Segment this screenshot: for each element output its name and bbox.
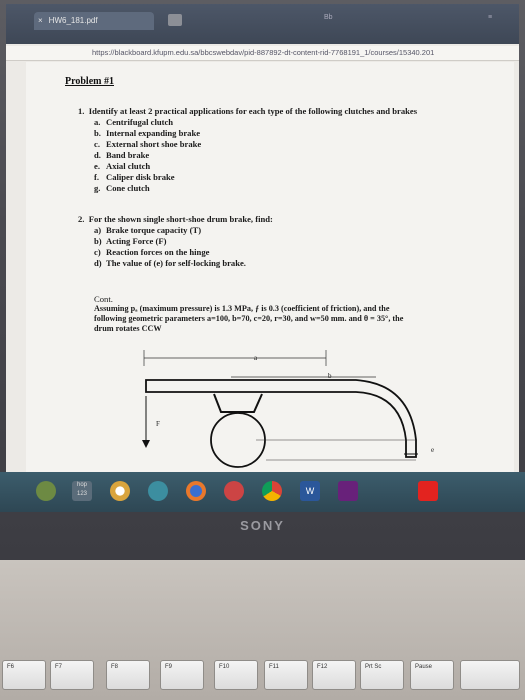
taskbar <box>0 472 525 512</box>
camera-icon[interactable] <box>148 481 168 501</box>
list-item: f. Caliper disk brake <box>94 172 175 182</box>
key-pause[interactable]: Pause <box>410 660 454 690</box>
tab-label: HW6_181.pdf <box>48 16 98 25</box>
screen <box>6 4 519 472</box>
question-text: For the shown single short-shoe drum brake, find: <box>88 214 273 224</box>
firefox-icon[interactable] <box>186 481 206 501</box>
list-item: d) The value of (e) for self-locking brake. <box>94 258 246 268</box>
list-item: a. Centrifugal clutch <box>94 117 174 127</box>
label-b: b <box>328 372 332 380</box>
brand-logo: SONY <box>240 518 285 533</box>
browser-titlebar <box>6 4 519 44</box>
key-f10[interactable]: F10 <box>214 660 258 690</box>
brake-shoe <box>214 394 262 412</box>
cont-line: following geometric parameters a=100, b=70, c=20, r=30, and w=50 mm. and θ = 35°, the <box>94 314 404 323</box>
cont-line: Assuming pₐ (maximum pressure) is 1.3 MPa, ƒ is 0.3 (coefficient of friction), and the <box>94 304 390 313</box>
list-item: c. External short shoe brake <box>94 139 202 149</box>
question-number: 1. <box>78 106 85 116</box>
word-icon[interactable]: W <box>300 481 320 501</box>
question-text: Identify at least 2 practical applications for each type of the following clutches and brakes <box>88 106 418 116</box>
url-text: https://blackboard.kfupm.edu.sa/bbcswebdav/pid-887892-dt-content-rid-7768191_1/courses/15340.201 <box>92 48 435 57</box>
list-item: a) Brake torque capacity (T) <box>94 225 202 235</box>
key-f8[interactable]: F8 <box>106 660 150 690</box>
media-icon[interactable] <box>224 481 244 501</box>
cont-label: Cont. <box>94 294 113 304</box>
address-bar[interactable] <box>6 46 519 61</box>
close-icon[interactable]: × <box>38 16 43 25</box>
key-f11[interactable]: F11 <box>264 660 308 690</box>
key-prtsc[interactable]: Prt Sc <box>360 660 404 690</box>
key-f7[interactable]: F7 <box>50 660 94 690</box>
key-f9[interactable]: F9 <box>160 660 204 690</box>
key-next[interactable] <box>460 660 520 690</box>
extension-icon[interactable] <box>168 14 182 26</box>
menu-icon[interactable]: ≡ <box>488 14 493 21</box>
list-item: c) Reaction forces on the hinge <box>94 247 210 257</box>
start-icon[interactable] <box>36 481 56 501</box>
pdf-page <box>26 62 514 472</box>
label-e: e <box>431 446 435 454</box>
key-f6[interactable]: F6 <box>2 660 46 690</box>
list-item: b) Acting Force (F) <box>94 236 167 246</box>
chrome-icon[interactable] <box>262 481 282 501</box>
vs-icon[interactable] <box>338 481 358 501</box>
page-title: Problem #1 <box>65 76 114 87</box>
key-f12[interactable]: F12 <box>312 660 356 690</box>
recorder-icon[interactable] <box>110 481 130 501</box>
brake-lever <box>146 380 416 457</box>
laptop-deck <box>0 560 525 700</box>
browser-tab[interactable] <box>34 12 154 30</box>
blackboard-icon[interactable]: Bb <box>324 14 333 21</box>
drum-brake-diagram <box>26 62 514 472</box>
label-F: F <box>156 420 160 428</box>
label-a: a <box>254 354 258 362</box>
question-number: 2. <box>78 214 85 224</box>
cont-line: drum rotates CCW <box>94 324 162 333</box>
acrobat-icon[interactable] <box>418 481 438 501</box>
list-item: d. Band brake <box>94 150 150 160</box>
hp-icon[interactable]: hop 123 <box>72 481 92 501</box>
list-item: b. Internal expanding brake <box>94 128 201 138</box>
list-item: e. Axial clutch <box>94 161 151 171</box>
list-item: g. Cone clutch <box>94 183 150 193</box>
